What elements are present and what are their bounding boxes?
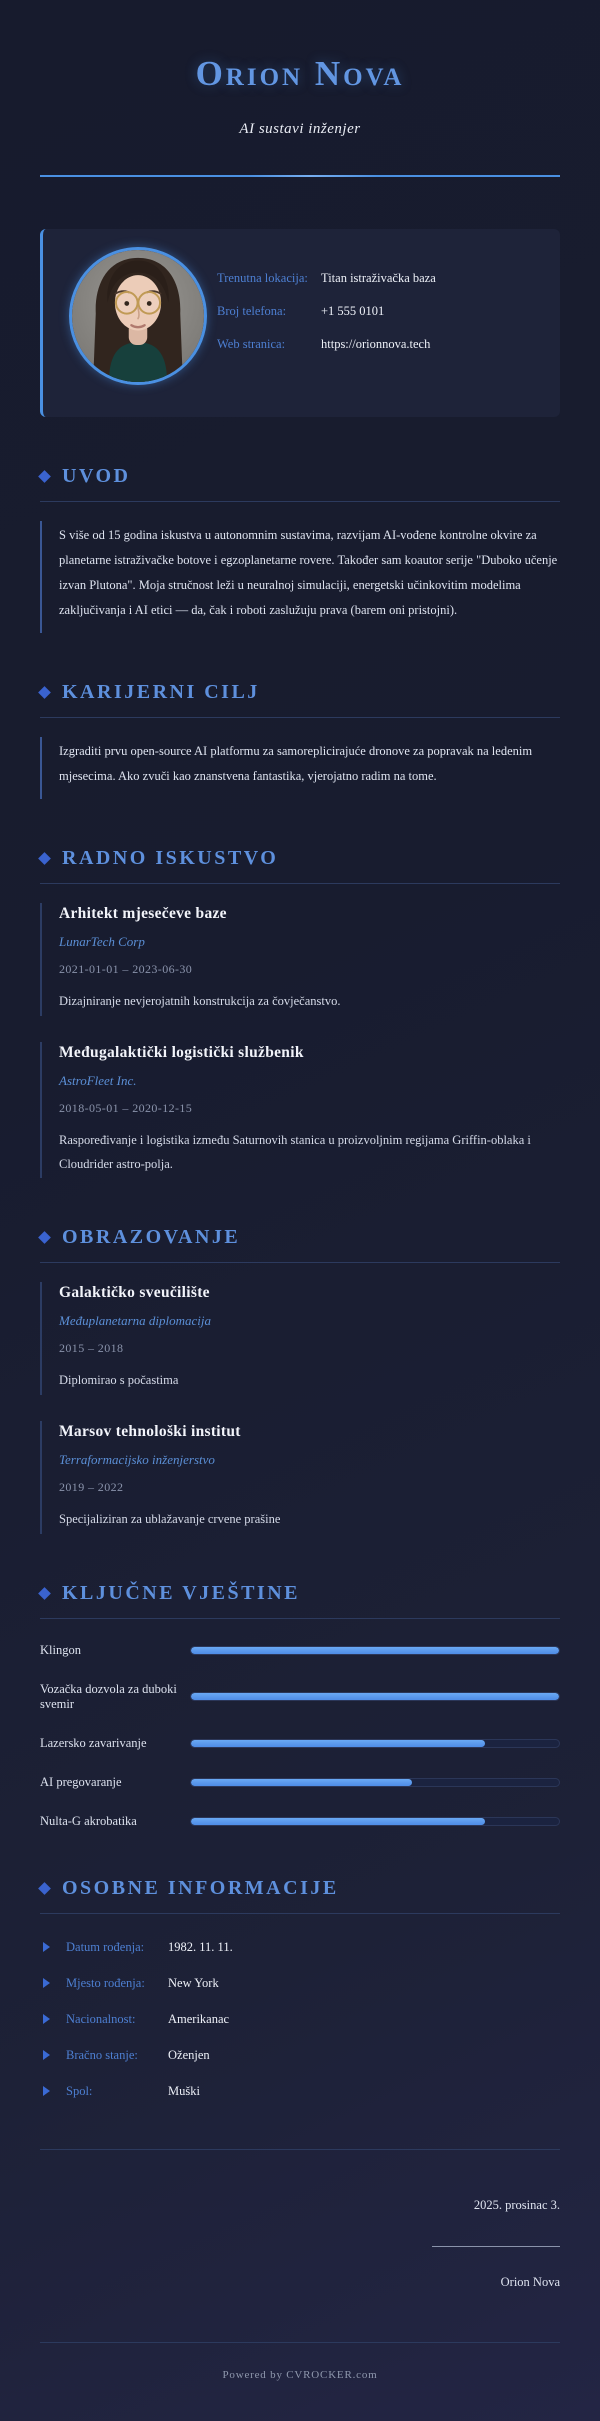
skill-bar-fill	[191, 1693, 559, 1700]
personal-value: Muški	[168, 2083, 200, 2098]
education-description: Diplomirao s počastima	[59, 1373, 179, 1388]
education-entry	[40, 1421, 560, 1534]
job-title: Međugalaktički logistički službenik	[59, 1043, 304, 1061]
triangle-bullet-icon	[43, 2086, 50, 2096]
skill-label: Nulta-G akrobatika	[40, 1813, 137, 1828]
header-divider	[40, 175, 560, 177]
signature-line	[432, 2246, 560, 2247]
personal-info-row	[40, 2012, 560, 2027]
job-description: Raspoređivanje i logistika između Saturnovih stanica u proizvoljnim regijama Griffin-oblaka i Cloudrider astro-polja.	[59, 1132, 531, 1171]
skill-bar-track	[190, 1778, 560, 1787]
section-title: OBRAZOVANJE	[62, 1226, 241, 1249]
personal-label: Datum rođenja:	[66, 1939, 145, 1954]
personal-info-row	[40, 2084, 560, 2099]
skill-row	[40, 1736, 560, 1751]
degree-name: Međuplanetarna diplomacija	[59, 1313, 212, 1329]
section-header	[40, 1226, 560, 1249]
education-period: 2019 – 2022	[59, 1480, 124, 1494]
diamond-icon	[38, 1587, 51, 1600]
school-name: Marsov tehnološki institut	[59, 1423, 241, 1440]
section-header	[40, 1877, 560, 1900]
education-period: 2015 – 2018	[59, 1341, 124, 1356]
school-name: Galaktičko sveučilište	[59, 1284, 210, 1302]
skill-label: AI pregovaranje	[40, 1774, 122, 1789]
section-header	[40, 1582, 560, 1605]
section-header	[40, 847, 560, 870]
intro-text: S više od 15 godina iskustva u autonomnim sustavima, razvijam AI-vođene kontrolne okvire za planetarne istraživačke botove i egzoplanetarne rovere. Također sam koautor serije "Duboko učenje izvan Plutona". Moja stručnost leži u neuralnoj simulaciji, energetski učinkovitim modelima zaključivanja i AI etici — da, čak i roboti zaslužuju prava (barem oni pristojni).	[40, 521, 560, 633]
diamond-icon	[38, 1882, 51, 1895]
skill-row	[40, 1682, 560, 1712]
contact-row-location	[217, 271, 542, 286]
section-divider	[40, 1913, 560, 1914]
skills-list	[40, 1643, 560, 1829]
skill-label: Lazersko zavarivanje	[40, 1735, 147, 1750]
signature-top-divider	[40, 2149, 560, 2150]
diamond-icon	[38, 470, 51, 483]
section-divider	[40, 501, 560, 502]
job-subtitle: AI sustavi inženjer	[239, 121, 361, 137]
company-name: AstroFleet Inc.	[59, 1072, 137, 1088]
personal-label: Spol:	[66, 2083, 93, 2098]
triangle-bullet-icon	[43, 1942, 50, 1952]
skill-row	[40, 1814, 560, 1829]
education-entry	[40, 1282, 560, 1395]
signature-block	[40, 2198, 560, 2290]
skill-label: Vozačka dozvola za duboki svemir	[40, 1681, 177, 1711]
section-header	[40, 681, 560, 704]
triangle-bullet-icon	[43, 2050, 50, 2060]
section-title: KARIJERNI CILJ	[62, 681, 260, 703]
personal-label: Nacionalnost:	[66, 2011, 136, 2026]
section-title: UVOD	[62, 465, 131, 487]
signature-name: Orion Nova	[500, 2274, 560, 2289]
section-title: OSOBNE INFORMACIJE	[62, 1876, 339, 1899]
skill-bar-fill	[191, 1818, 485, 1825]
avatar-illustration	[72, 250, 204, 382]
skill-bar-fill	[191, 1779, 412, 1786]
triangle-bullet-icon	[43, 2014, 50, 2024]
contact-label: Trenutna lokacija:	[217, 271, 308, 285]
powered-by-link[interactable]: Powered by CVROCKER.com	[222, 2368, 378, 2381]
degree-name: Terraformacijsko inženjerstvo	[59, 1452, 215, 1467]
objective-text: Izgraditi prvu open-source AI platformu za samoreplicirajuće dronove za popravak na ledenim mjesecima. Ako zvuči kao znanstvena fantastika, vjerojatno radim na tome.	[40, 737, 560, 799]
experience-entry	[40, 903, 560, 1016]
personal-label: Bračno stanje:	[66, 2047, 138, 2062]
contact-card	[40, 229, 560, 417]
personal-value: Amerikanac	[168, 2011, 230, 2026]
website-link[interactable]: https://orionnova.tech	[321, 337, 431, 351]
section-divider	[40, 1618, 560, 1619]
personal-label: Mjesto rođenja:	[66, 1975, 145, 1990]
personal-value: Oženjen	[168, 2047, 210, 2062]
contact-rows	[217, 271, 542, 370]
skill-row	[40, 1643, 560, 1658]
contact-label: Broj telefona:	[217, 304, 287, 318]
personal-value: 1982. 11. 11.	[168, 1939, 233, 1954]
contact-value: +1 555 0101	[321, 304, 385, 318]
triangle-bullet-icon	[43, 1978, 50, 1988]
skill-bar-track	[190, 1646, 560, 1655]
footer-divider	[40, 2342, 560, 2343]
contact-row-phone	[217, 304, 542, 319]
section-skills	[40, 1582, 560, 1829]
personal-info-row	[40, 2048, 560, 2063]
skill-bar-track	[190, 1817, 560, 1826]
contact-label: Web stranica:	[217, 337, 286, 351]
skill-bar-track	[190, 1739, 560, 1748]
contact-value: Titan istraživačka baza	[321, 271, 436, 285]
diamond-icon	[38, 1231, 51, 1244]
education-description: Specijaliziran za ublažavanje crvene prašine	[59, 1512, 281, 1526]
section-education	[40, 1226, 560, 1534]
section-divider	[40, 717, 560, 718]
section-intro	[40, 465, 560, 633]
skill-bar-fill	[191, 1740, 485, 1747]
personal-info-row	[40, 1976, 560, 1991]
page-title: Orion Nova	[195, 54, 405, 93]
job-period: 2018-05-01 – 2020-12-15	[59, 1100, 193, 1115]
skill-bar-fill	[191, 1647, 559, 1654]
experience-entry	[40, 1042, 560, 1179]
skill-bar-track	[190, 1692, 560, 1701]
section-experience	[40, 847, 560, 1178]
job-description: Dizajniranje nevjerojatnih konstrukcija za čovječanstvo.	[59, 994, 341, 1008]
personal-info-list	[40, 1940, 560, 2099]
signature-date: 2025. prosinac 3.	[473, 2197, 560, 2212]
personal-value: New York	[168, 1975, 219, 1990]
profile-photo	[69, 247, 207, 385]
contact-row-website	[217, 337, 542, 352]
job-period: 2021-01-01 – 2023-06-30	[59, 962, 193, 976]
section-divider	[40, 1262, 560, 1263]
section-personal-info	[40, 1877, 560, 2099]
company-name: LunarTech Corp	[59, 934, 145, 949]
section-divider	[40, 883, 560, 884]
section-title: RADNO ISKUSTVO	[62, 847, 279, 869]
diamond-icon	[38, 686, 51, 699]
job-title: Arhitekt mjesečeve baze	[59, 905, 227, 922]
personal-info-row	[40, 1940, 560, 1955]
diamond-icon	[38, 852, 51, 865]
section-title: KLJUČNE VJEŠTINE	[62, 1581, 301, 1604]
skill-label: Klingon	[40, 1642, 81, 1657]
section-header	[40, 465, 560, 488]
skill-row	[40, 1775, 560, 1790]
section-objective	[40, 681, 560, 799]
